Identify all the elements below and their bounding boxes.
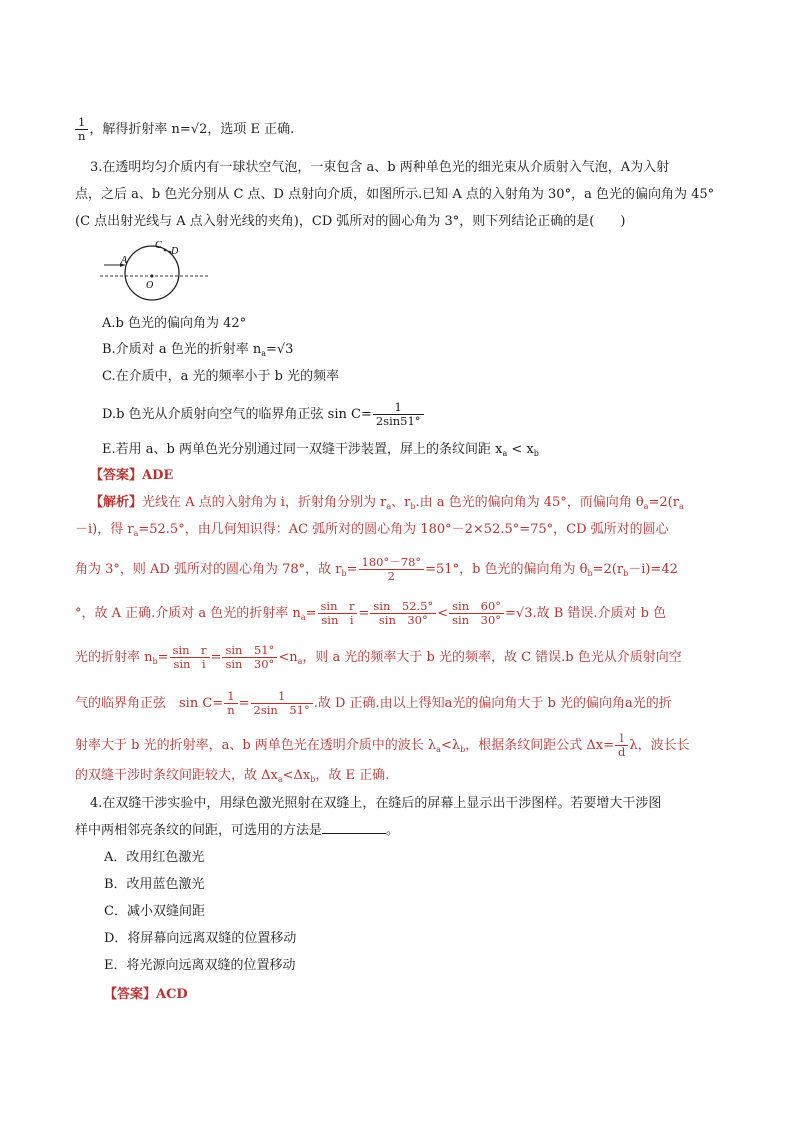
analysis-line5: 光的折射率 $n_b=$ $\frac{\text{sin r}}{\text{sin i}}$ = $\frac{\sin 51^\circ}{\sin 30^\circ}$ $<n_a$，则 a 光的频率大于 b 光的频率，故 C 错误.b 色光从介质射向空 bbox=[75, 643, 682, 671]
intro-line bbox=[74, 116, 294, 143]
q3-stem-line3: (C 点出射光线与 A 点入射光线的夹角)，CD 弧所对的圆心角为 3°，则下列结论正确的是( ) bbox=[75, 214, 626, 229]
analysis-line2: －i)，得 $r_a=52.5^\circ$，由几何知识得：AC 弧所对的圆心角为 180°－2×52.5°=75°，CD 弧所对的圆心 bbox=[75, 522, 669, 538]
q3-option-b: B.介质对 a 色光的折射率 $n_a=√3$ bbox=[102, 342, 294, 358]
q4-option-d: D．将屏幕向远离双缝的位置移动 bbox=[104, 931, 297, 946]
q4-stem-line1: 4.在双缝干涉实验中，用绿色激光照射在双缝上，在缝后的屏幕上显示出干涉图样。若要增大干涉图 bbox=[90, 796, 662, 811]
q4-option-b: B．改用蓝色激光 bbox=[104, 877, 205, 892]
analysis-line1: 【解析】光线在 A 点的入射角为 i，折射角分别为 $r_a$、$r_b$.由 a 色光的偏向角为 45°，而偏向角 $\theta_a=2(r_a$ bbox=[90, 495, 684, 511]
analysis-line4: °，故 A 正确.介质对 a 色光的折射率 $n_a=$ $\frac{\text{sin r}}{\text{sin i}}$ = $\frac{\sin 52.5^\circ}{\sin 30^\circ}$ < $\frac{\sin 60^\circ}{\sin 30^\circ}$ =√3.故 B 错误.介质对 b 色 bbox=[75, 599, 667, 627]
q3-option-c: C.在介质中，a 光的频率小于 b 光的频率 bbox=[102, 369, 340, 384]
q4-option-a: A．改用红色激光 bbox=[104, 850, 205, 865]
q3-stem-line1: 3.在透明均匀介质内有一球状空气泡，一束包含 a、b 两种单色光的细光束从介质射入气泡，A为入射 bbox=[90, 160, 670, 175]
intro-fraction: $\frac{1}{n}$ bbox=[75, 116, 88, 143]
intro-text: ，解得折射率 n=√2，选项 E 正确. bbox=[89, 122, 295, 137]
center-dot bbox=[151, 275, 154, 278]
analysis-line7: 射率大于 b 光的折射率，a、b 两单色光在透明介质中的波长 $\lambda_a<\lambda_b$，根据条纹间距公式 Δx= $\frac{l}{d}$ λ，波长长 bbox=[75, 731, 690, 759]
analysis-line6: 气的临界角正弦 sin C= $\frac{1}{n}$ = $\frac{1}{2\sin 51^\circ}$ .故 D 正确.由以上得知a光的偏向角大于 b 光的偏向角a光的折 bbox=[75, 689, 672, 717]
q3-option-d: D.b 色光从介质射向空气的临界角正弦 sin C= $\frac{1}{2\sin 51^\circ}$ bbox=[102, 401, 425, 428]
q3-option-a: A.b 色光的偏向角为 42° bbox=[102, 316, 247, 331]
q3-stem-line2: 点，之后 a、b 色光分别从 C 点、D 点射向介质，如图所示.已知 A 点的入射角为 30°，a 色光的偏向角为 45° bbox=[75, 187, 715, 202]
label-c: C bbox=[155, 240, 162, 251]
analysis-line8: 的双缝干涉时条纹间距较大，故 $\Delta x_a<\Delta x_b$，故 E 正确. bbox=[75, 768, 390, 784]
label-o: O bbox=[146, 280, 154, 291]
answer-blank bbox=[322, 821, 386, 834]
analysis-line3: 角为 3°，则 AD 弧所对的圆心角为 78°，故 $r_b=$ $\frac{180^\circ-78^\circ}{2}$ =51°，b 色光的偏向角为 $\theta_b=2(r_b-i)=42$ bbox=[75, 555, 678, 583]
label-a: A bbox=[121, 255, 128, 266]
q4-option-c: C．减小双缝间距 bbox=[104, 904, 205, 919]
bubble-diagram bbox=[100, 238, 210, 304]
point-c-dot bbox=[164, 249, 167, 252]
label-d: D bbox=[171, 246, 179, 257]
q3-answer: 【答案】ADE bbox=[90, 468, 174, 483]
q4-answer: 【答案】ACD bbox=[104, 987, 188, 1002]
q3-option-e: E.若用 a、b 两单色光分别通过同一双缝干涉装置，屏上的条纹间距 $x_a < x_b$ bbox=[102, 442, 539, 458]
q4-stem-line2: 样中两相邻亮条纹的间距，可选用的方法是 。 bbox=[75, 823, 400, 838]
q4-option-e: E．将光源向远离双缝的位置移动 bbox=[104, 958, 296, 973]
